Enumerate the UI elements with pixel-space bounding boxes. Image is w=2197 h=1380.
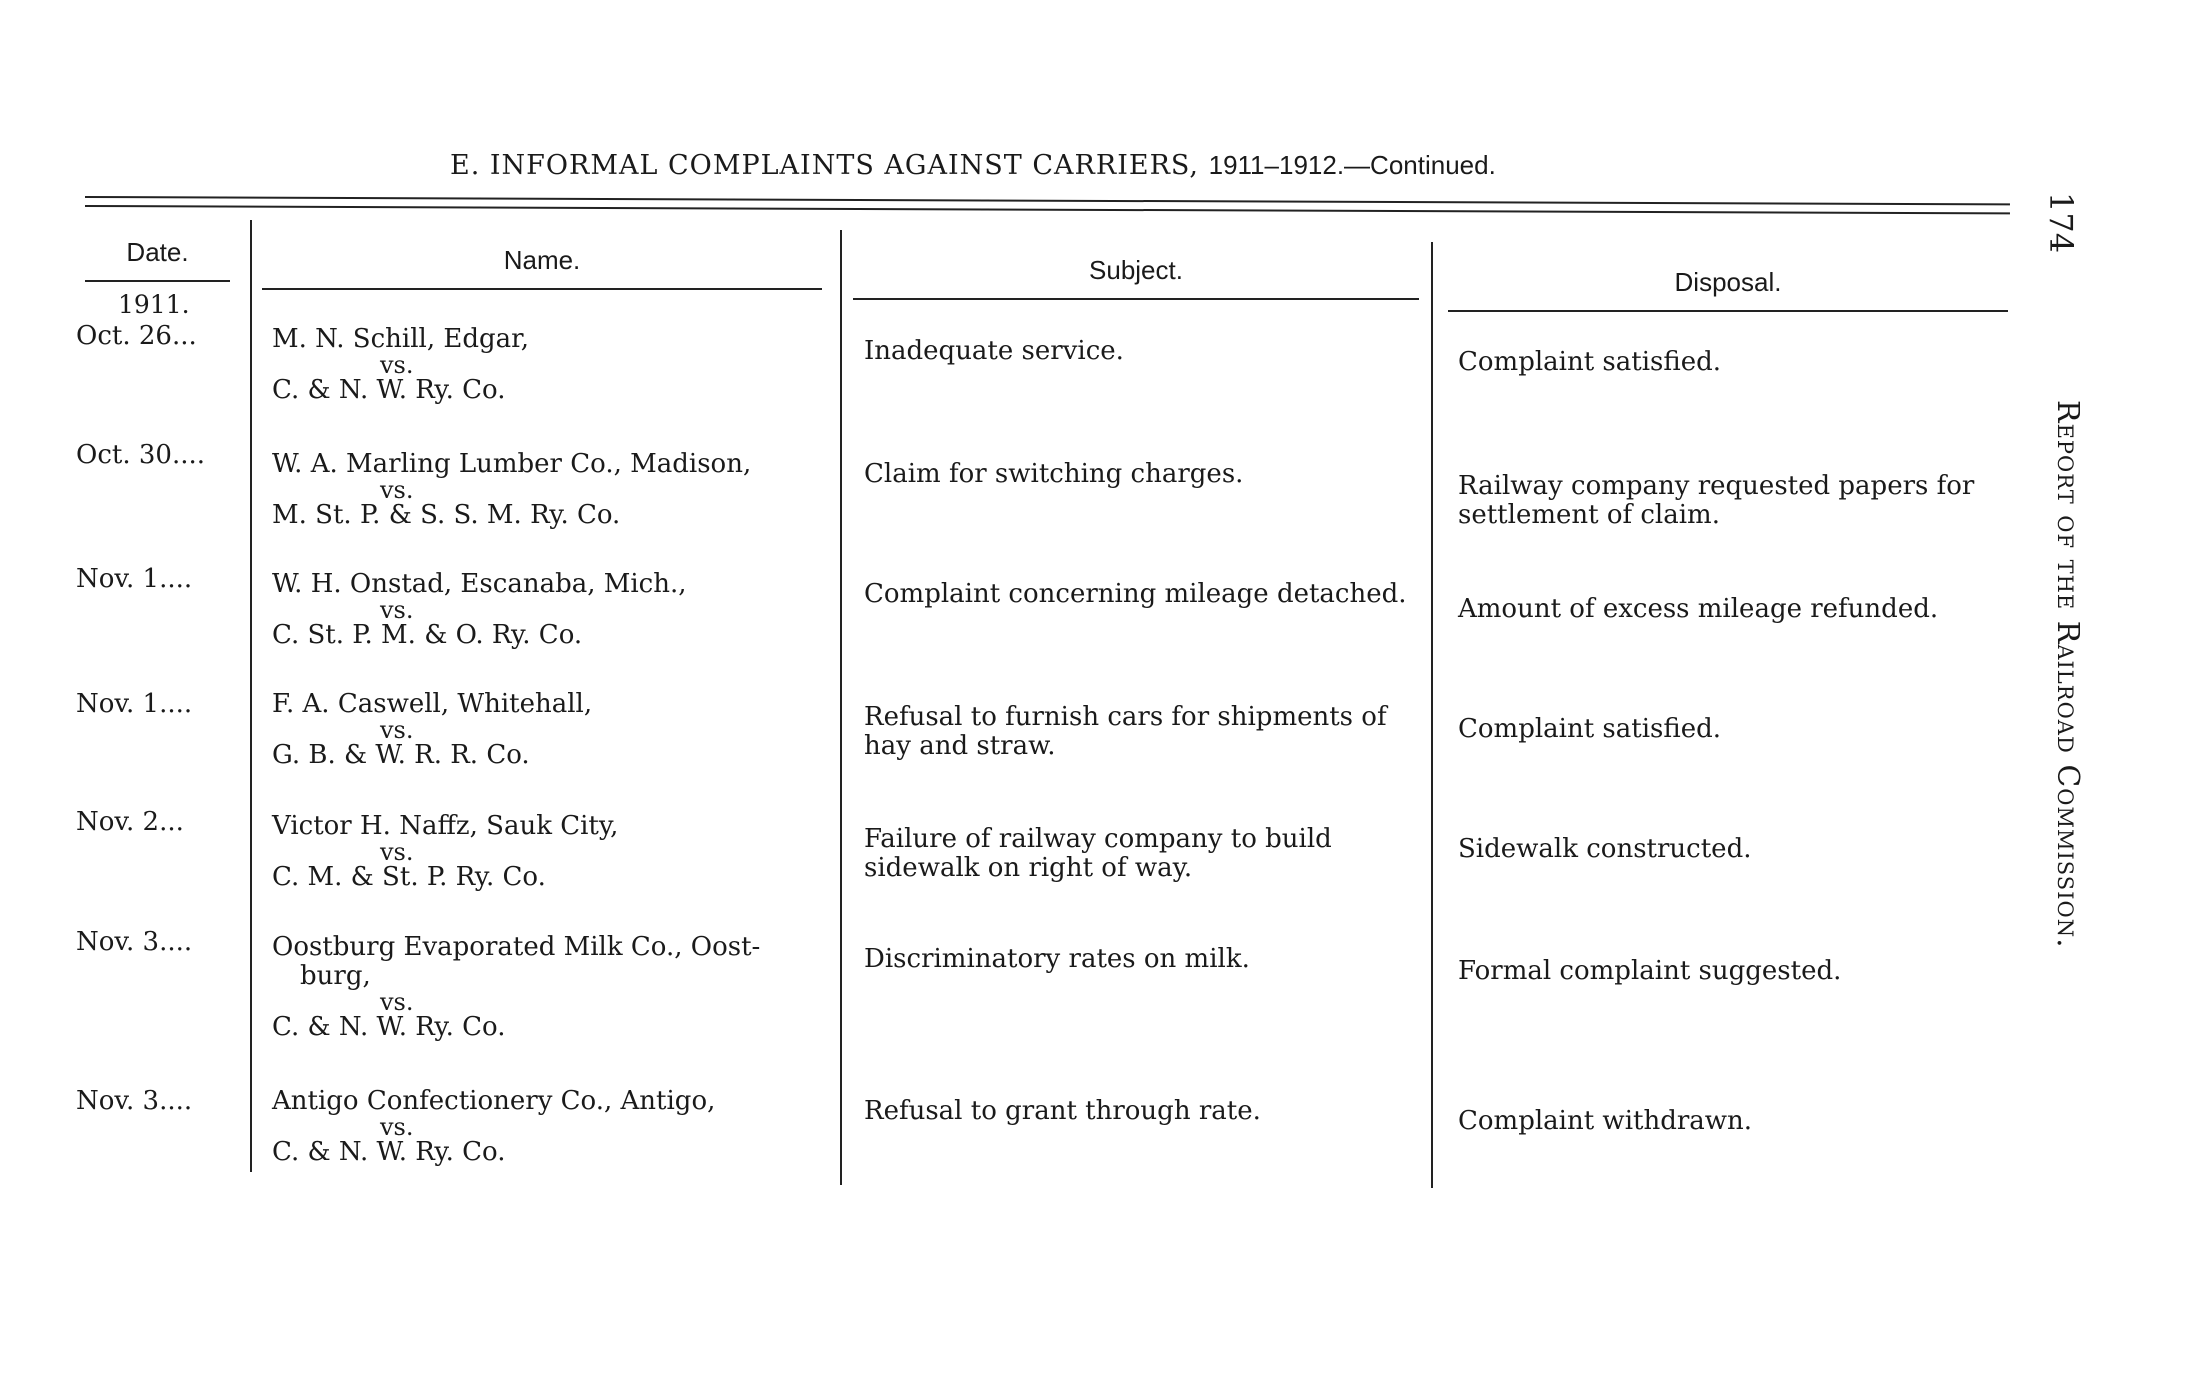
row-5-carrier: C. M. & St. P. Ry. Co.	[272, 862, 546, 892]
row-5-subject: Failure of railway company to build sidewalk on right of way.	[864, 824, 1332, 883]
column-header-name	[262, 245, 822, 290]
page-title-text: E. INFORMAL COMPLAINTS AGAINST CARRIERS,	[450, 150, 1200, 181]
row-4-disposal: Complaint satisfied.	[1458, 714, 1722, 744]
column-divider-name-subject	[840, 230, 842, 1185]
row-6-date: Nov. 3....	[76, 927, 193, 957]
row-6-subject: Discriminatory rates on milk.	[864, 944, 1250, 974]
row-5-vs: vs.	[380, 838, 414, 866]
column-header-date-underline	[85, 280, 230, 282]
column-header-name-underline	[262, 288, 822, 290]
row-2-subject: Claim for switching charges.	[864, 459, 1244, 489]
row-7-subject: Refusal to grant through rate.	[864, 1096, 1261, 1126]
row-1-date: Oct. 26...	[76, 321, 197, 351]
row-2-complainant: W. A. Marling Lumber Co., Madison,	[272, 449, 752, 479]
row-1-name	[272, 325, 832, 405]
column-header-subject-underline	[853, 298, 1419, 300]
row-3-vs: vs.	[380, 596, 414, 624]
row-2-vs: vs.	[380, 476, 414, 504]
row-5-date: Nov. 2...	[76, 807, 184, 837]
row-2-date: Oct. 30....	[76, 440, 205, 470]
column-header-disposal-label: Disposal.	[1674, 267, 1782, 297]
row-4-vs: vs.	[380, 716, 414, 744]
row-7-complainant: Antigo Confectionery Co., Antigo,	[272, 1086, 716, 1116]
row-3-disposal: Amount of excess mileage refunded.	[1458, 594, 1939, 624]
column-divider-subject-disposal	[1431, 242, 1433, 1188]
column-header-name-label: Name.	[503, 245, 581, 275]
page-number: 174	[2042, 192, 2080, 254]
row-3-name	[272, 570, 832, 650]
row-5-complainant: Victor H. Naffz, Sauk City,	[272, 811, 619, 841]
row-3-date: Nov. 1....	[76, 564, 193, 594]
top-rule-second	[85, 205, 2010, 214]
row-7-carrier: C. & N. W. Ry. Co.	[272, 1137, 506, 1167]
row-6-complainant-continued: burg,	[300, 961, 371, 991]
column-divider-date-name	[250, 220, 252, 1172]
row-4-subject: Refusal to furnish cars for shipments of hay and straw.	[864, 702, 1387, 761]
row-1-disposal: Complaint satisfied.	[1458, 347, 1722, 377]
page-title-years: 1911–1912.—Continued.	[1208, 150, 1496, 180]
row-1-vs: vs.	[380, 351, 414, 379]
row-3-subject: Complaint concerning mileage detached.	[864, 579, 1407, 609]
row-3-carrier: C. St. P. M. & O. Ry. Co.	[272, 620, 583, 650]
column-header-date	[85, 237, 230, 282]
row-7-disposal: Complaint withdrawn.	[1458, 1106, 1753, 1136]
row-1-complainant: M. N. Schill, Edgar,	[272, 324, 529, 354]
row-1-subject: Inadequate service.	[864, 336, 1124, 366]
row-7-name	[272, 1087, 832, 1167]
column-header-disposal-underline	[1448, 310, 2008, 312]
column-header-date-label: Date.	[126, 237, 189, 267]
column-header-disposal	[1448, 267, 2008, 312]
year-label: 1911.	[118, 290, 190, 319]
row-6-vs: vs.	[380, 988, 414, 1016]
row-7-vs: vs.	[380, 1113, 414, 1141]
row-1-carrier: C. & N. W. Ry. Co.	[272, 375, 506, 405]
column-header-subject-label: Subject.	[1089, 255, 1183, 285]
row-6-name	[272, 933, 832, 1042]
top-rule	[85, 196, 2010, 205]
page-title	[450, 150, 1496, 181]
row-4-complainant: F. A. Caswell, Whitehall,	[272, 689, 593, 719]
row-4-carrier: G. B. & W. R. R. Co.	[272, 740, 530, 770]
column-header-subject	[853, 255, 1419, 300]
row-4-date: Nov. 1....	[76, 689, 193, 719]
row-6-complainant: Oostburg Evaporated Milk Co., Oost-	[272, 932, 761, 962]
row-3-complainant: W. H. Onstad, Escanaba, Mich.,	[272, 569, 687, 599]
row-6-disposal: Formal complaint suggested.	[1458, 956, 1842, 986]
row-2-disposal: Railway company requested papers for settlement of claim.	[1458, 471, 1975, 530]
row-4-name	[272, 690, 832, 770]
row-6-carrier: C. & N. W. Ry. Co.	[272, 1012, 506, 1042]
running-title: Report of the Railroad Commission.	[2050, 400, 2085, 949]
row-7-date: Nov. 3....	[76, 1086, 193, 1116]
row-5-disposal: Sidewalk constructed.	[1458, 834, 1752, 864]
row-2-name	[272, 450, 832, 530]
row-2-carrier: M. St. P. & S. S. M. Ry. Co.	[272, 500, 621, 530]
row-5-name	[272, 812, 832, 892]
